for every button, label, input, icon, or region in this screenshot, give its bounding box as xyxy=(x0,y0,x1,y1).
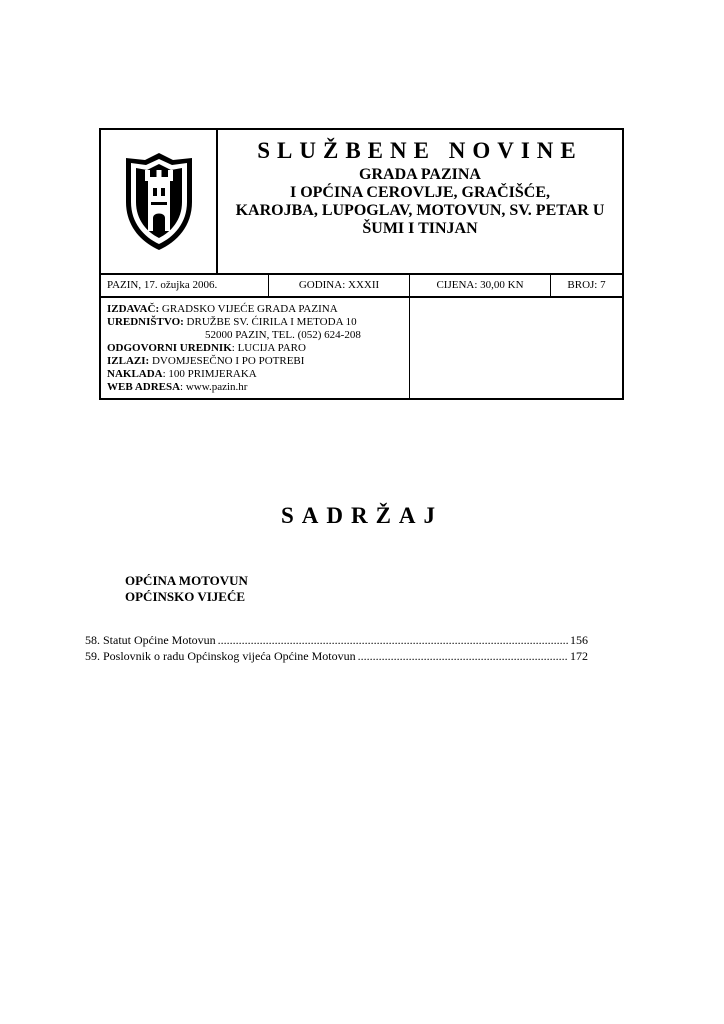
year-label: GODINA: XXXII xyxy=(269,275,410,296)
izdavac-label: IZDAVAČ: xyxy=(107,303,160,315)
urednistvo-label: UREDNIŠTVO: xyxy=(107,316,184,328)
masthead xyxy=(99,128,624,400)
contents-heading: SADRŽAJ xyxy=(280,503,444,528)
logo-cell xyxy=(101,130,218,273)
urednistvo-value: DRUŽBE SV. ĆIRILA I METODA 10 xyxy=(183,316,357,328)
izdavac-line xyxy=(107,303,409,316)
subtitle-line: I OPĆINA CEROVLJE, GRAČIŠĆE, xyxy=(289,184,551,201)
urednik-value: : LUCIJA PARO xyxy=(231,342,306,354)
naklada-value: : 100 PRIMJERAKA xyxy=(162,368,257,380)
izlazi-label: IZLAZI: xyxy=(107,355,150,367)
urednik-label: ODGOVORNI UREDNIK xyxy=(107,342,232,354)
title-cell xyxy=(218,130,622,273)
izlazi-line xyxy=(107,355,409,368)
issue-number: BROJ: 7 xyxy=(567,279,606,291)
subtitle-line: KAROJBA, LUPOGLAV, MOTOVUN, SV. PETAR U xyxy=(235,202,605,219)
izlazi-value: DVOMJESEČNO I PO POTREBI xyxy=(149,355,305,367)
web-line xyxy=(107,381,409,394)
izdavac-value: GRADSKO VIJEĆE GRADA PAZINA xyxy=(159,303,338,315)
toc-leader-dots xyxy=(358,648,568,664)
toc-leader-dots xyxy=(218,632,568,648)
urednik-line xyxy=(107,342,409,355)
publication-title: SLUŽBENE NOVINE xyxy=(257,138,583,163)
naklada-line xyxy=(107,368,409,381)
toc-item-page: 172 xyxy=(570,649,588,663)
section-line-municipality: OPĆINA MOTOVUN xyxy=(125,573,248,588)
publication-subtitle xyxy=(218,166,622,238)
urednistvo-address: 52000 PAZIN, TEL. (052) 624-208 xyxy=(205,329,361,341)
naklada-label: NAKLADA xyxy=(107,368,163,380)
info-row xyxy=(101,273,622,298)
toc-item-page: 156 xyxy=(570,633,588,647)
place-date: PAZIN, 17. ožujka 2006. xyxy=(101,275,269,296)
publisher-info xyxy=(101,298,410,398)
table-of-contents xyxy=(85,632,588,664)
web-label: WEB ADRESA xyxy=(107,381,181,393)
subtitle-line: ŠUMI I TINJAN xyxy=(362,220,478,237)
toc-item[interactable] xyxy=(85,632,588,648)
section-heading xyxy=(125,573,248,605)
toc-item-title: 58. Statut Općine Motovun xyxy=(85,633,216,647)
section-line-council: OPĆINSKO VIJEĆE xyxy=(125,589,246,604)
web-value: : www.pazin.hr xyxy=(180,381,248,393)
coat-of-arms-tower-icon xyxy=(121,150,197,254)
toc-item[interactable] xyxy=(85,648,588,664)
subtitle-line: GRADA PAZINA xyxy=(359,166,481,183)
price-label: CIJENA: 30,00 KN xyxy=(410,275,551,296)
urednistvo-line xyxy=(107,316,409,329)
toc-item-title: 59. Poslovnik o radu Općinskog vijeća Općine Motovun xyxy=(85,649,356,663)
